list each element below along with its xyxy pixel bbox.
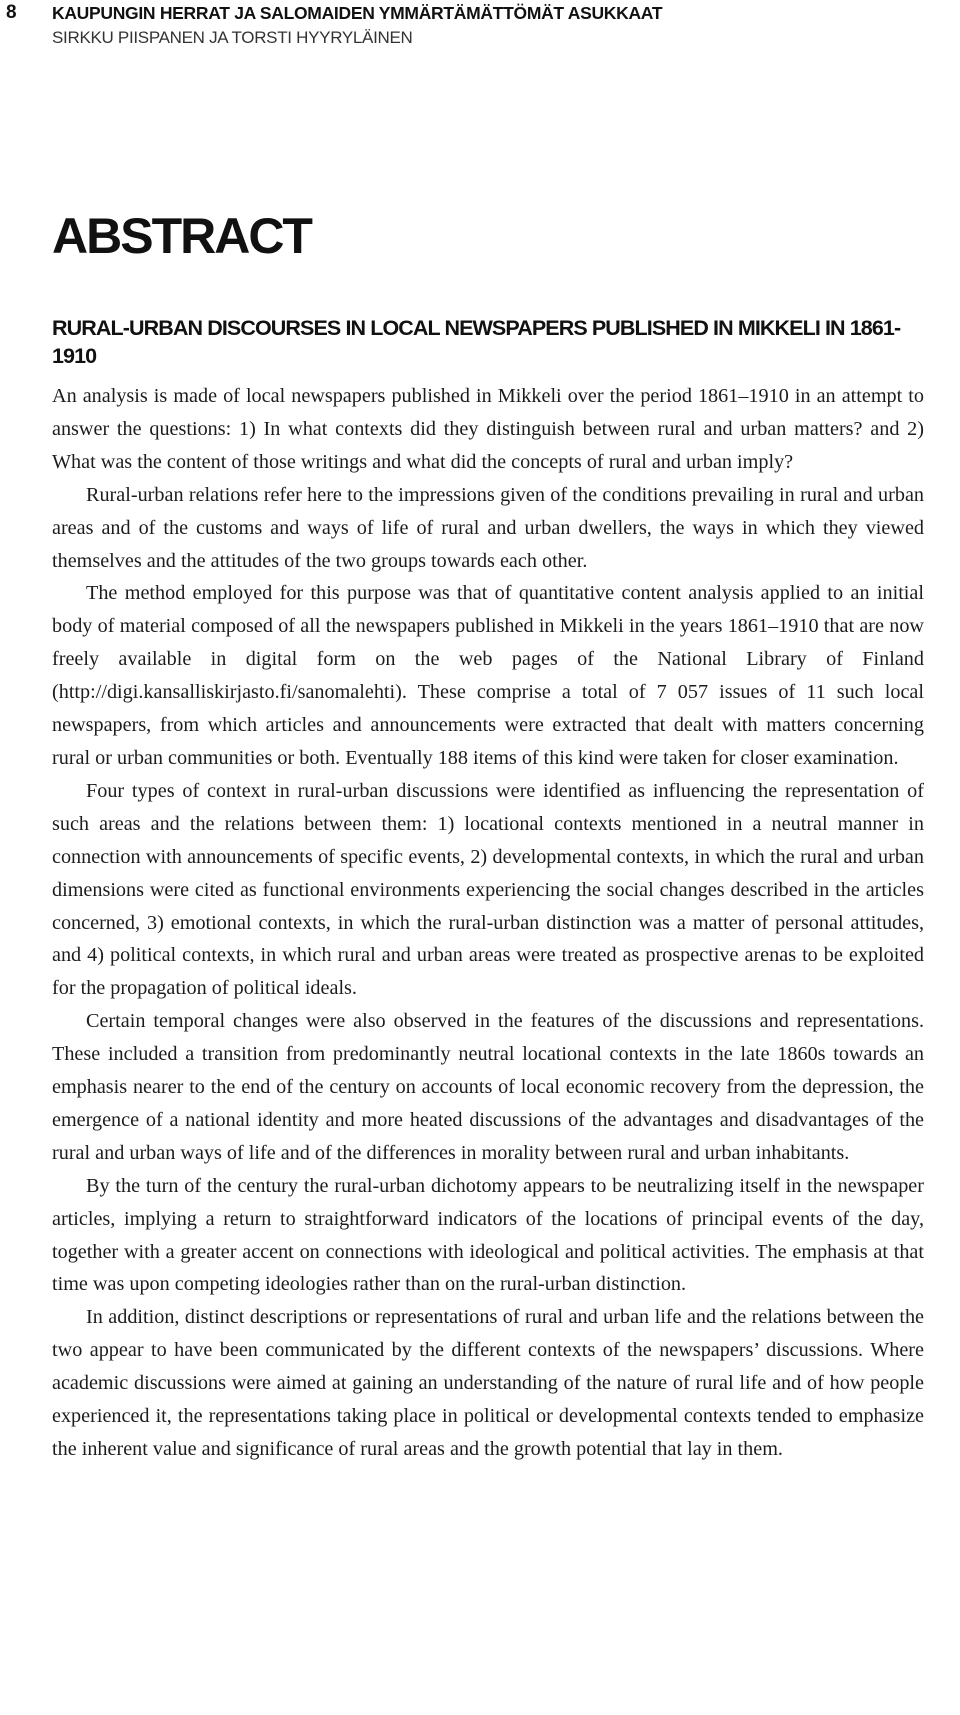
paragraph: Rural-urban relations refer here to the impressions given of the conditions prevailing in rural and urban areas and of the customs and ways of life of rural and urban dwellers, the ways in which they viewed themselves and the attitudes of the two groups towards each other. [52, 483, 924, 572]
paragraph: Four types of context in rural-urban discussions were identified as influencing the representation of such areas and the relations between them: 1) locational contexts mentioned in a neutral manner in connection with announcements of specific events, 2) developmental contexts, in which the rural and urban dimensions were cited as functional environments experiencing the social changes described in the articles concerned, 3) emotional contexts, in which the rural-urban distinction was a matter of personal attitudes, and 4) political contexts, in which rural and urban areas were treated as prospective arenas to be exploited for the propagation of political ideals. [52, 779, 924, 1000]
abstract-body [52, 380, 924, 1466]
article-title: RURAL-URBAN DISCOURSES IN LOCAL NEWSPAPERS PUBLISHED IN MIKKELI IN 1861-1910 [52, 316, 901, 368]
page-number: 8 [6, 2, 17, 23]
paragraph: Certain temporal changes were also observed in the features of the discussions and representations. These included a transition from predominantly neutral locational contexts in the late 1860s towards an emphasis nearer to the end of the century on accounts of local economic recovery from the depression, the emergence of a national identity and more heated discussions of the advantages and disadvantages of the rural and urban ways of life and of the differences in morality between rural and urban inhabitants. [52, 1010, 924, 1164]
paragraph: The method employed for this purpose was that of quantitative content analysis applied to an initial body of material composed of all the newspapers published in Mikkeli in the years 1861–1910 that are now freely available in digital form on the web pages of the National Library of Finland (http://digi.kansalliskirjasto.fi/sanomalehti). These comprise a total of 7 057 issues of 11 such local newspapers, from which articles and announcements were extracted that dealt with matters concerning rural or urban communities or both. Eventually 188 items of this kind were taken for closer examination. [52, 582, 924, 769]
section-heading: ABSTRACT [52, 208, 311, 264]
paragraph: In addition, distinct descriptions or representations of rural and urban life and the relations between the two appear to have been communicated by the different contexts of the newspapers’ discussions. Where academic discussions were aimed at gaining an understanding of the nature of rural life and of how people experienced it, the representations taking place in political or developmental contexts tended to emphasize the inherent value and significance of rural areas and the growth potential that lay in them. [52, 1306, 924, 1460]
running-title: KAUPUNGIN HERRAT JA SALOMAIDEN YMMÄRTÄMÄTTÖMÄT ASUKKAAT [52, 3, 663, 23]
paragraph: By the turn of the century the rural-urban dichotomy appears to be neutralizing itself in the newspaper articles, implying a return to straightforward indicators of the locations of principal events of the day, together with a greater accent on connections with ideological and political activities. The emphasis at that time was upon competing ideologies rather than on the rural-urban distinction. [52, 1174, 924, 1296]
paragraph: An analysis is made of local newspapers published in Mikkeli over the period 1861–1910 in an attempt to answer the questions: 1) In what contexts did they distinguish between rural and urban matters? and 2) What was the content of those writings and what did the concepts of rural and urban imply? [52, 385, 924, 473]
running-authors: SIRKKU PIISPANEN JA TORSTI HYYRYLÄINEN [52, 28, 413, 47]
